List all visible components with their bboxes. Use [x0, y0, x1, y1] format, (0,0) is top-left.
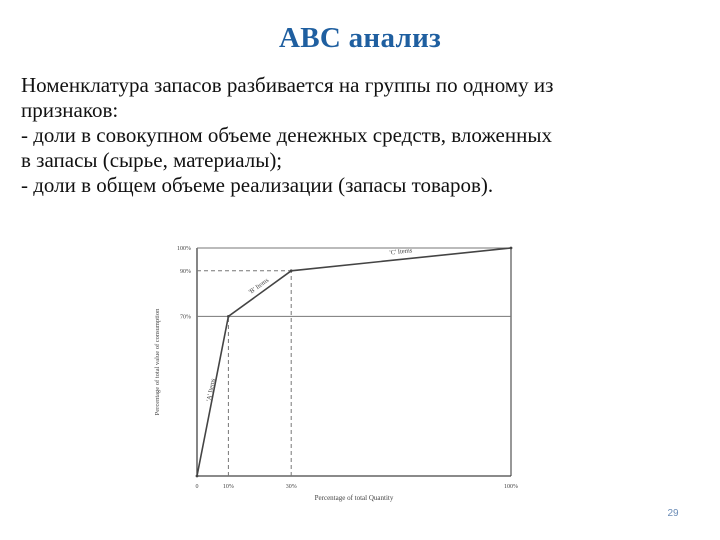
abc-chart — [145, 228, 557, 508]
body-line: Номенклатура запасов разбивается на группы по одному из — [21, 73, 554, 97]
y-tick-label: 90% — [180, 268, 191, 275]
body-line: - доли в общем объеме реализации (запасы товаров). — [21, 173, 494, 197]
segment-label: 'B' Items — [247, 276, 271, 296]
curve-point — [290, 269, 293, 272]
segment-label: 'A' Items — [205, 377, 217, 402]
x-tick-label: 30% — [285, 484, 297, 490]
y-tick-label: 70% — [180, 314, 191, 321]
curve-point — [196, 475, 199, 478]
curve-point — [227, 315, 230, 318]
segment-label: 'C' Items — [389, 247, 413, 257]
body-line: - доли в совокупном объеме денежных средств, вложенных — [21, 123, 552, 147]
x-tick-label: 100% — [504, 484, 518, 490]
body-line: признаков: — [21, 98, 119, 122]
y-tick-label: 100% — [177, 246, 191, 252]
y-axis-label: Percentage of total value of consumption — [154, 308, 161, 416]
page-number: 29 — [667, 508, 679, 519]
slide-title: ABC анализ — [278, 22, 442, 54]
abc-chart-figure — [145, 228, 557, 508]
body-line: в запасы (сырье, материалы); — [21, 148, 283, 172]
x-tick-label: 10% — [222, 484, 234, 490]
abc-curve — [197, 248, 511, 476]
x-tick-label: 0 — [195, 484, 199, 490]
x-axis-label: Percentage of total Quantity — [314, 494, 394, 502]
curve-point — [510, 247, 513, 250]
slide-body-text — [21, 73, 701, 198]
